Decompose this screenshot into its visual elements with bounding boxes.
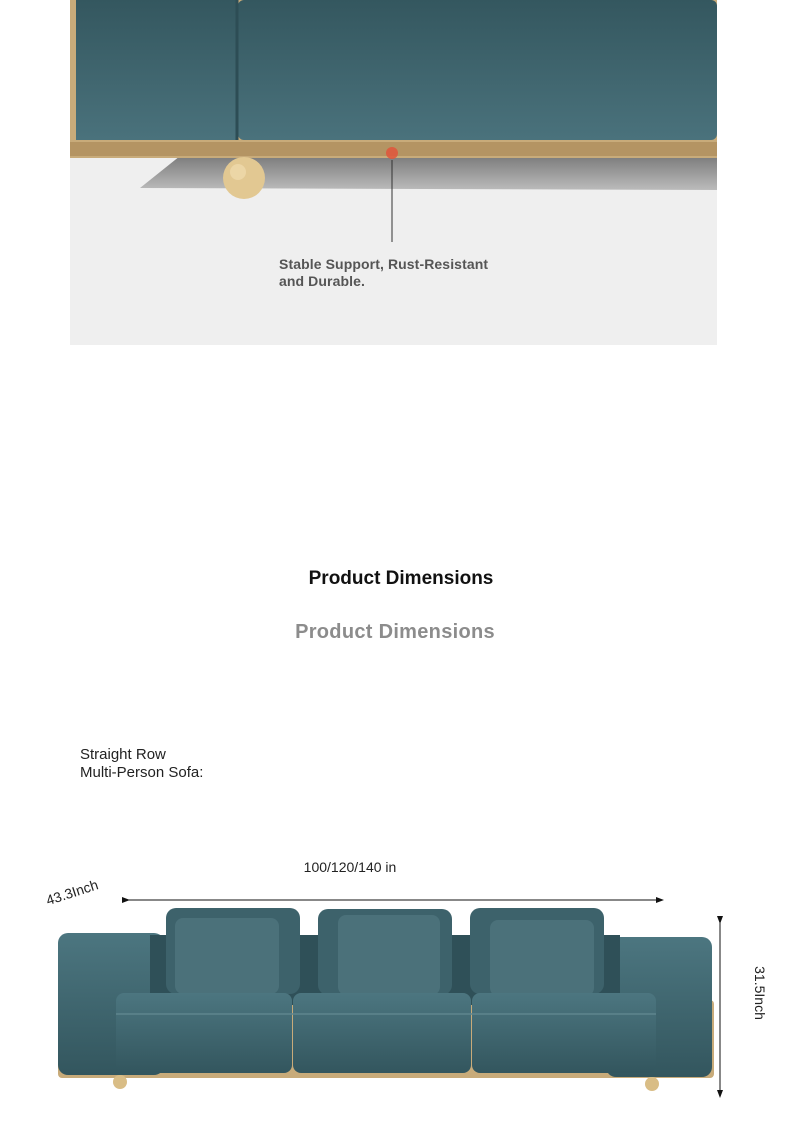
sofa-type-line-2: Multi-Person Sofa: [80,764,204,781]
product-closeup-image [70,0,717,345]
back-pillow-1 [166,908,300,994]
sofa-frame [58,1000,714,1078]
seat-cushion [238,0,717,140]
seat-cushion-3 [472,993,656,1073]
right-arm [606,937,712,1077]
front-pillow-1 [175,918,279,994]
arm-cushion [76,0,236,140]
callout-text [279,256,509,290]
foot-left [113,1075,127,1089]
section-title: Product Dimensions [308,568,494,589]
callout-dot [386,147,398,159]
back-pillow-2 [318,909,452,995]
sofa-closeup-illustration [70,0,717,345]
section-subtitle: Product Dimensions [295,621,495,643]
foot-right [645,1077,659,1091]
sofa-type-label [80,746,240,782]
sofa-type-line-1: Straight Row [80,746,166,763]
seat-cushion-1 [116,993,292,1073]
depth-dimension: 43.3Inch [44,876,101,909]
seat-cushion-2 [293,993,471,1073]
back-pillow-3 [470,908,604,994]
front-pillow-3 [490,920,594,996]
backrest [150,935,620,1005]
front-pillow-2 [338,915,440,995]
width-dimension: 100/120/140 in [303,859,397,875]
left-arm [58,933,164,1075]
ball-foot [223,157,265,199]
callout-line-2: and Durable. [279,273,365,289]
height-dimension: 31.5Inch [752,966,768,1020]
callout-line-1: Stable Support, Rust-Resistant [279,256,489,272]
